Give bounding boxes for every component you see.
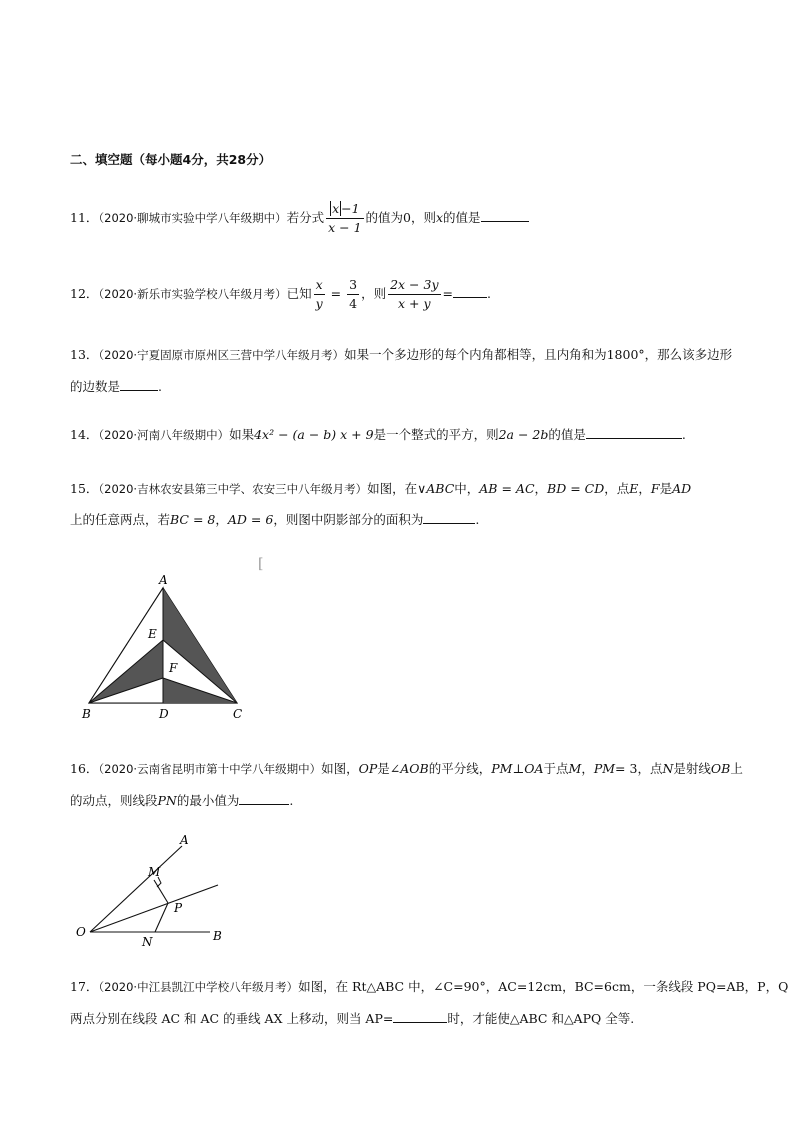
label-b: B	[82, 707, 91, 721]
label-f: F	[169, 661, 178, 675]
answer-blank[interactable]	[239, 792, 289, 805]
question-text: 时，才能使△ABC 和△APQ 全等.	[447, 1011, 635, 1026]
question-number: 15．	[70, 481, 99, 496]
question-number: 17．	[70, 979, 99, 994]
question-text: ，则图中阴影部分的面积为	[273, 512, 424, 527]
question-text: 是射线	[673, 761, 711, 776]
question-number: 14．	[70, 427, 99, 442]
fraction-denominator: x − 1	[328, 220, 362, 235]
period: .	[487, 286, 491, 301]
label-b: B	[213, 929, 222, 943]
question-text: 两点分别在线段 AC 和 AC 的垂线 AX 上移动，则当 AP=	[70, 1011, 394, 1026]
question-13-line2	[70, 378, 162, 396]
section-title: 二、填空题（每小题4分，共28分）	[70, 152, 272, 167]
answer-blank[interactable]	[481, 209, 529, 222]
question-source: （2020·云南省昆明市第十中学八年级期中）	[98, 762, 322, 776]
question-text: 如果一个多边形的每个内角都相等，且内角和为1800°，那么该多边形	[344, 347, 733, 362]
separator: ，	[215, 512, 228, 527]
question-11	[70, 200, 529, 237]
question-text: 的边数是	[70, 379, 121, 394]
math-expression: ∨ABC	[417, 481, 455, 496]
math-expression: AD = 6	[227, 512, 274, 527]
fraction-denominator: y	[315, 296, 323, 311]
period: .	[158, 379, 162, 394]
question-source: （2020·河南八年级期中）	[98, 428, 230, 442]
angle-bisector-figure	[70, 830, 240, 950]
label-a: A	[180, 833, 189, 847]
separator: ，	[581, 761, 594, 776]
question-text: 的值为0，则	[365, 210, 436, 225]
fraction	[326, 200, 363, 237]
label-p: P	[174, 901, 183, 915]
fraction	[388, 276, 440, 313]
question-number: 16．	[70, 761, 99, 776]
math-var: E	[629, 481, 639, 496]
question-text: 若分式	[286, 210, 325, 225]
math-var: OP	[358, 761, 378, 776]
math-var: M	[568, 761, 582, 776]
question-16	[70, 760, 743, 778]
question-text: 中，	[454, 481, 480, 496]
fraction-denominator: 4	[349, 296, 358, 311]
label-e: E	[148, 627, 157, 641]
question-15	[70, 480, 691, 498]
question-text: 是	[659, 481, 673, 496]
label-a: A	[159, 573, 168, 587]
question-text: 如果	[229, 427, 255, 442]
math-expression: BD = CD	[547, 481, 605, 496]
answer-blank[interactable]	[453, 285, 487, 298]
question-text: 是	[377, 761, 390, 776]
question-source: （2020·中江县凯江中学校八年级月考）	[98, 980, 299, 994]
fraction-denominator: x + y	[398, 296, 431, 311]
question-text: 的动点，则线段	[70, 793, 158, 808]
fraction	[314, 276, 325, 313]
math-expression: 4x² − (a − b) x + 9	[254, 427, 374, 442]
math-expression: BC = 8	[170, 512, 216, 527]
ray-oa	[90, 846, 182, 932]
fraction-numerator: 2x − 3y	[388, 276, 440, 295]
question-17-line2	[70, 1010, 634, 1028]
question-12	[70, 276, 491, 313]
question-15-line2	[70, 511, 479, 529]
math-var: OB	[710, 761, 731, 776]
label-d: D	[159, 707, 169, 721]
math-var: PM	[593, 761, 616, 776]
math-expression: 2a − 2b	[498, 427, 549, 442]
question-text: 如图，在	[367, 481, 418, 496]
question-source: （2020·聊城市实验中学八年级期中）	[98, 211, 287, 225]
math-var: F	[650, 481, 660, 496]
question-text: 如图，在 Rt△ABC 中，∠C=90°，AC=12cm，BC=6cm，一条线段 PQ=AB，P，Q	[298, 979, 789, 994]
math-expression: PM⊥OA	[491, 761, 544, 776]
ray-op	[90, 885, 218, 932]
question-text: 的值是	[548, 427, 586, 442]
question-text: 的最小值为	[176, 793, 240, 808]
answer-blank[interactable]	[423, 511, 475, 524]
question-text: 于点	[543, 761, 569, 776]
answer-blank[interactable]	[586, 426, 682, 439]
math-var: PN	[157, 793, 177, 808]
question-text: 已知	[286, 286, 312, 301]
question-source: （2020·新乐市实验学校八年级月考）	[98, 287, 287, 301]
question-source: （2020·吉林农安县第三中学、农安三中八年级月考）	[98, 482, 368, 496]
question-text: 的平分线，	[428, 761, 492, 776]
period: .	[681, 427, 686, 442]
question-text: = 3，点	[615, 761, 663, 776]
equals-sign: =	[330, 286, 342, 301]
math-expression: ∠AOB	[389, 761, 429, 776]
question-text: 的值是	[443, 210, 481, 225]
abs-value: x	[332, 201, 340, 216]
period: .	[289, 793, 294, 808]
math-var: x	[435, 210, 444, 225]
answer-blank[interactable]	[120, 378, 158, 391]
question-14	[70, 426, 686, 444]
question-text: 上的任意两点，若	[70, 512, 171, 527]
stray-mark: [	[258, 556, 264, 572]
label-n: N	[142, 935, 153, 949]
question-text: 上	[730, 761, 743, 776]
label-m: M	[148, 865, 161, 879]
question-source: （2020·宁夏固原市原州区三营中学八年级月考）	[98, 348, 345, 362]
question-number: 12．	[70, 286, 99, 301]
label-c: C	[233, 707, 243, 721]
question-text: ，点	[604, 481, 630, 496]
fraction-numerator: 3	[347, 276, 359, 295]
question-text: 如图，	[321, 761, 359, 776]
fraction	[347, 276, 359, 313]
math-var: N	[662, 761, 674, 776]
separator: ，	[638, 481, 651, 496]
question-number: 11．	[70, 210, 99, 225]
question-text: ，则	[361, 286, 387, 301]
question-number: 13．	[70, 347, 99, 362]
fraction-numerator: x	[314, 276, 325, 295]
math-var: AD	[672, 481, 692, 496]
question-16-line2	[70, 792, 293, 810]
fraction-numerator: −1	[341, 201, 360, 216]
math-expression: AB = AC	[479, 481, 535, 496]
period: .	[475, 512, 480, 527]
question-text: 是一个整式的平方，则	[373, 427, 499, 442]
separator: ，	[534, 481, 548, 496]
question-17	[70, 978, 788, 996]
equals-sign: =	[442, 286, 453, 301]
answer-blank[interactable]	[393, 1010, 447, 1023]
label-o: O	[76, 925, 86, 939]
triangle-figure	[70, 570, 260, 730]
question-13	[70, 346, 732, 364]
